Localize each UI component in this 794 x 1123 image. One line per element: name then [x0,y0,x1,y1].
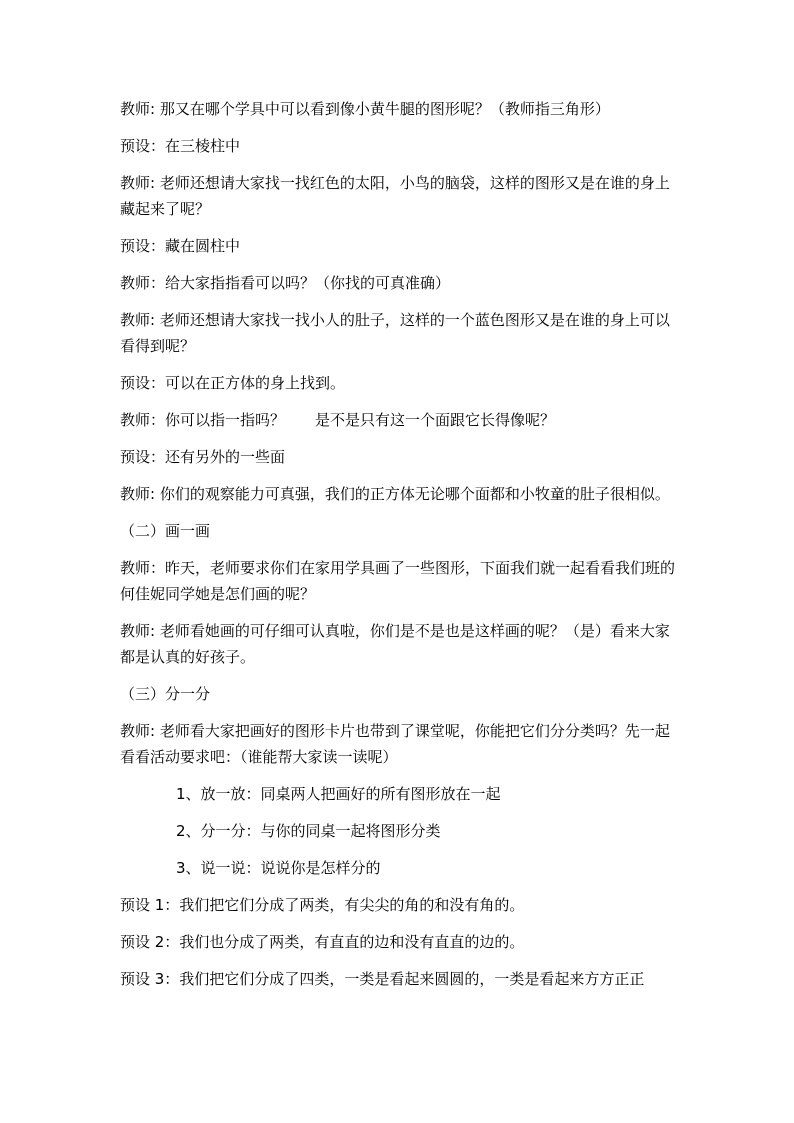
section-heading: （二）画一画 [120,522,211,540]
activity-step: 3、说一说：说说你是怎样分的 [176,859,381,877]
dialogue-line: 预设 2：我们也分成了两类，有直直的边和没有直直的边的。 [120,933,525,951]
dialogue-line: 预设：藏在圆柱中 [120,237,241,255]
dialogue-line: 教师：给大家指指看可以吗？（你找的可真准确） [120,274,451,292]
document-body [120,96,680,1003]
activity-step: 1、放一放：同桌两人把画好的所有图形放在一起 [176,785,501,803]
activity-step: 2、分一分：与你的同桌一起将图形分类 [176,822,441,840]
dialogue-line: 教师：你可以指一指吗？ 是不是只有这一个面跟它长得像呢？ [120,411,556,429]
dialogue-line: 教师：昨天，老师要求你们在家用学具画了一些图形，下面我们就一起看看我们班的何佳妮同学她是怎们画的呢？ [120,559,676,603]
dialogue-line: 教师: 老师看她画的可仔细可认真啦，你们是不是也是这样画的呢？（是）看来大家都是认真的好孩子。 [120,622,670,666]
dialogue-line: 教师: 老师看大家把画好的图形卡片也带到了课堂呢，你能把它们分分类吗？先一起看看活动要求吧：（谁能帮大家读一读呢） [120,722,670,766]
dialogue-line: 预设：可以在正方体的身上找到。 [120,374,346,392]
dialogue-line: 教师: 那又在哪个学具中可以看到像小黄牛腿的图形呢？（教师指三角形） [120,100,610,118]
dialogue-line: 教师: 老师还想请大家找一找红色的太阳，小鸟的脑袋，这样的图形又是在谁的身上藏起来了呢？ [120,174,670,218]
dialogue-line: 教师: 老师还想请大家找一找小人的肚子，这样的一个蓝色图形又是在谁的身上可以看得到呢？ [120,311,670,355]
dialogue-line: 预设：还有另外的一些面 [120,448,286,466]
dialogue-line: 预设：在三棱柱中 [120,137,241,155]
dialogue-line: 预设 1：我们把它们分成了两类，有尖尖的角的和没有角的。 [120,896,525,914]
dialogue-line: 教师: 你们的观察能力可真强，我们的正方体无论哪个面都和小牧童的肚子很相似。 [120,485,670,503]
section-heading: （三）分一分 [120,685,211,703]
dialogue-line: 预设 3：我们把它们分成了四类，一类是看起来圆圆的，一类是看起来方方正正 [120,970,645,988]
